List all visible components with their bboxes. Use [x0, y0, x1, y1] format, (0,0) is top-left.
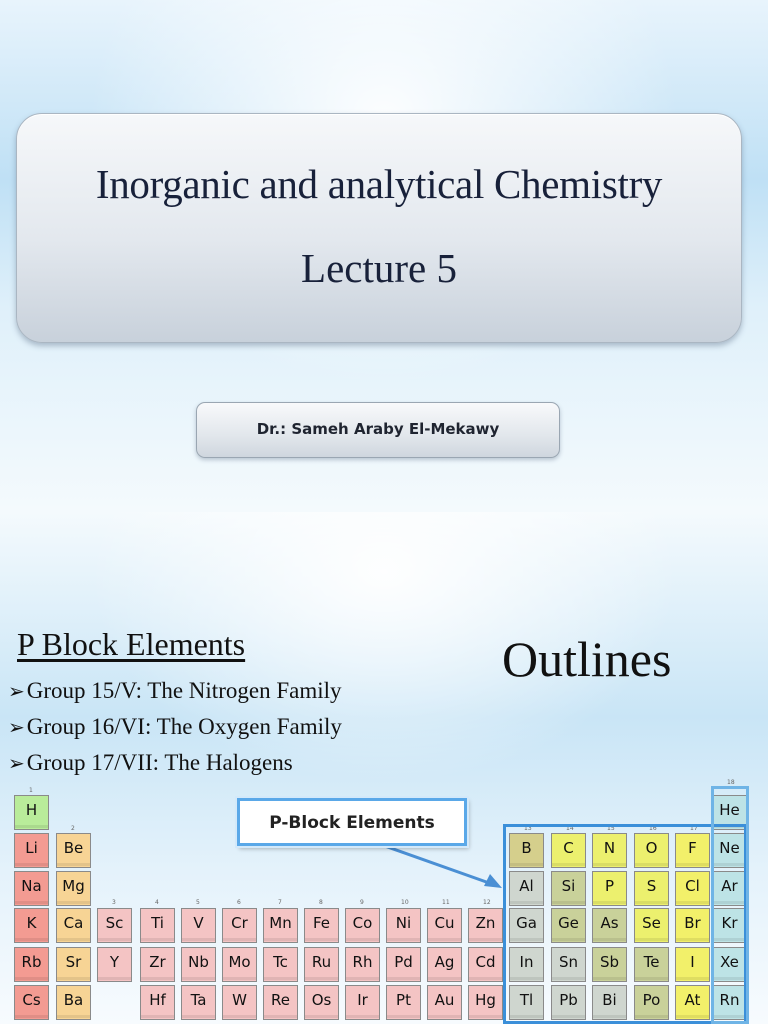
element-symbol: P	[604, 877, 615, 895]
element-symbol: Ge	[558, 914, 579, 932]
element-symbol: Bi	[602, 991, 617, 1009]
element-symbol: Rb	[21, 953, 42, 971]
element-cell	[263, 985, 298, 1020]
element-name-strip	[346, 1015, 379, 1018]
group-number: 6	[237, 899, 241, 906]
element-symbol: Ni	[395, 914, 412, 932]
element-symbol: W	[232, 991, 247, 1009]
element-symbol: V	[193, 914, 204, 932]
element-cell	[304, 908, 339, 943]
element-name-strip	[57, 1015, 90, 1018]
element-symbol: Al	[519, 877, 534, 895]
element-name-strip	[264, 938, 297, 941]
group-number: 10	[401, 899, 409, 906]
element-symbol: Cs	[22, 991, 41, 1009]
element-symbol: Tl	[519, 991, 534, 1009]
element-name-strip	[346, 938, 379, 941]
element-name-strip	[182, 938, 215, 941]
element-symbol: Ar	[721, 877, 738, 895]
element-symbol: Ga	[516, 914, 537, 932]
element-cell	[386, 908, 421, 943]
element-name-strip	[223, 977, 256, 980]
element-symbol: Na	[21, 877, 42, 895]
element-name-strip	[428, 1015, 461, 1018]
element-cell	[468, 985, 503, 1020]
element-name-strip	[305, 1015, 338, 1018]
group-number: 4	[155, 899, 159, 906]
element-cell	[56, 833, 91, 868]
element-name-strip	[223, 1015, 256, 1018]
element-symbol: C	[563, 839, 574, 857]
author-box	[196, 402, 560, 458]
element-name-strip	[182, 977, 215, 980]
list-item	[8, 712, 342, 748]
element-cell	[56, 985, 91, 1020]
element-cell	[345, 985, 380, 1020]
element-symbol: Cu	[434, 914, 455, 932]
element-cell	[140, 908, 175, 943]
element-name-strip	[387, 977, 420, 980]
element-symbol: Si	[561, 877, 576, 895]
element-name-strip	[428, 938, 461, 941]
author-name: Dr.: Sameh Araby El-Mekawy	[256, 420, 500, 438]
group-number: 2	[71, 825, 75, 832]
element-symbol: K	[26, 914, 37, 932]
element-symbol: Mn	[269, 914, 292, 932]
element-cell	[14, 908, 49, 943]
element-symbol: F	[688, 839, 697, 857]
element-name-strip	[387, 1015, 420, 1018]
group-number: 18	[727, 779, 735, 786]
element-name-strip	[469, 938, 502, 941]
element-cell	[386, 947, 421, 982]
element-name-strip	[57, 901, 90, 904]
element-name-strip	[57, 977, 90, 980]
element-cell	[181, 908, 216, 943]
element-cell	[140, 947, 175, 982]
element-symbol: Fe	[312, 914, 331, 932]
element-cell	[14, 795, 49, 830]
arrowhead-bullet-icon: ➢	[8, 753, 25, 775]
element-symbol: Pb	[559, 991, 578, 1009]
element-name-strip	[57, 938, 90, 941]
element-symbol: In	[519, 953, 534, 971]
element-cell	[56, 947, 91, 982]
bullet-text: Group 15/V: The Nitrogen Family	[26, 678, 342, 703]
element-symbol: He	[719, 801, 740, 819]
element-symbol: Ta	[190, 991, 207, 1009]
element-name-strip	[98, 977, 131, 980]
element-symbol: Mo	[228, 953, 251, 971]
element-name-strip	[98, 938, 131, 941]
element-name-strip	[15, 825, 48, 828]
group-number: 15	[607, 825, 615, 832]
element-cell	[181, 985, 216, 1020]
element-symbol: Pd	[394, 953, 413, 971]
element-name-strip	[182, 1015, 215, 1018]
element-symbol: Cr	[231, 914, 248, 932]
element-symbol: N	[603, 839, 616, 857]
element-cell	[222, 985, 257, 1020]
bullet-list	[8, 676, 342, 784]
element-name-strip	[15, 1015, 48, 1018]
element-cell	[304, 985, 339, 1020]
element-symbol: Be	[63, 839, 84, 857]
element-cell	[14, 833, 49, 868]
group-number: 3	[112, 899, 116, 906]
element-cell	[345, 947, 380, 982]
outlines-title: Outlines	[502, 631, 672, 687]
element-name-strip	[469, 1015, 502, 1018]
element-symbol: Os	[311, 991, 332, 1009]
element-symbol: Ba	[63, 991, 84, 1009]
element-cell	[222, 908, 257, 943]
element-symbol: Rn	[719, 991, 740, 1009]
element-name-strip	[15, 977, 48, 980]
group-number: 7	[278, 899, 282, 906]
element-symbol: S	[646, 877, 657, 895]
element-cell	[386, 985, 421, 1020]
group-number: 8	[319, 899, 323, 906]
noble-gas-highlight	[711, 786, 749, 1024]
element-symbol: Hg	[475, 991, 496, 1009]
element-symbol: Re	[271, 991, 290, 1009]
element-symbol: Hf	[149, 991, 166, 1009]
element-cell	[56, 871, 91, 906]
element-symbol: Ir	[357, 991, 368, 1009]
arrowhead-bullet-icon: ➢	[8, 717, 25, 739]
element-name-strip	[346, 977, 379, 980]
list-item	[8, 748, 342, 784]
lecture-number: Lecture 5	[301, 245, 457, 291]
element-symbol: B	[521, 839, 532, 857]
element-name-strip	[264, 977, 297, 980]
group-number: 1	[29, 787, 33, 794]
arrowhead-bullet-icon: ➢	[8, 681, 25, 703]
element-symbol: As	[600, 914, 619, 932]
element-cell	[97, 947, 132, 982]
course-title: Inorganic and analytical Chemistry	[95, 161, 663, 207]
element-cell	[222, 947, 257, 982]
element-name-strip	[469, 977, 502, 980]
element-name-strip	[223, 938, 256, 941]
element-name-strip	[141, 1015, 174, 1018]
element-symbol: Ti	[151, 914, 164, 932]
element-cell	[427, 947, 462, 982]
element-symbol: Se	[642, 914, 661, 932]
element-symbol: Y	[109, 953, 120, 971]
element-name-strip	[264, 1015, 297, 1018]
element-name-strip	[387, 938, 420, 941]
element-symbol: Kr	[721, 914, 738, 932]
bullet-text: Group 16/VI: The Oxygen Family	[26, 714, 342, 739]
element-name-strip	[305, 938, 338, 941]
element-symbol: Mg	[62, 877, 85, 895]
element-name-strip	[15, 863, 48, 866]
element-name-strip	[15, 938, 48, 941]
element-symbol: Sb	[599, 953, 620, 971]
element-symbol: Po	[642, 991, 661, 1009]
element-symbol: I	[690, 953, 695, 971]
element-symbol: Rh	[352, 953, 373, 971]
element-symbol: Cl	[685, 877, 700, 895]
element-cell	[468, 908, 503, 943]
p-block-label-text: P-Block Elements	[269, 813, 435, 833]
element-symbol: H	[25, 801, 38, 819]
element-symbol: Zr	[149, 953, 166, 971]
element-symbol: Xe	[720, 953, 739, 971]
element-cell	[14, 985, 49, 1020]
element-symbol: Br	[684, 914, 701, 932]
group-number: 5	[196, 899, 200, 906]
element-symbol: At	[684, 991, 701, 1009]
element-cell	[468, 947, 503, 982]
element-symbol: Au	[434, 991, 455, 1009]
element-symbol: Ru	[311, 953, 332, 971]
element-symbol: Nb	[188, 953, 209, 971]
element-symbol: Te	[643, 953, 660, 971]
element-symbol: Sn	[558, 953, 579, 971]
outline-slide	[0, 512, 768, 1024]
element-cell	[263, 947, 298, 982]
element-cell	[56, 908, 91, 943]
element-symbol: Sr	[65, 953, 82, 971]
element-cell	[97, 908, 132, 943]
element-symbol: O	[645, 839, 658, 857]
p-block-label	[237, 798, 467, 846]
element-name-strip	[141, 938, 174, 941]
element-symbol: Tc	[273, 953, 288, 971]
element-cell	[263, 908, 298, 943]
element-cell	[304, 947, 339, 982]
group-number: 17	[690, 825, 698, 832]
element-name-strip	[15, 901, 48, 904]
element-cell	[427, 908, 462, 943]
bullet-text: Group 17/VII: The Halogens	[26, 750, 293, 775]
title-box	[16, 113, 742, 343]
element-name-strip	[57, 863, 90, 866]
section-heading: P Block Elements	[17, 626, 246, 662]
element-cell	[14, 871, 49, 906]
element-symbol: Pt	[396, 991, 411, 1009]
element-name-strip	[141, 977, 174, 980]
group-number: 12	[483, 899, 491, 906]
group-number: 9	[360, 899, 364, 906]
element-cell	[181, 947, 216, 982]
group-number: 13	[524, 825, 532, 832]
element-symbol: Co	[352, 914, 373, 932]
element-cell	[345, 908, 380, 943]
group-number: 16	[649, 825, 657, 832]
group-number: 11	[442, 899, 450, 906]
element-symbol: Ca	[63, 914, 84, 932]
group-number: 14	[566, 825, 574, 832]
element-symbol: Ag	[434, 953, 455, 971]
element-name-strip	[428, 977, 461, 980]
element-symbol: Sc	[105, 914, 124, 932]
element-symbol: Li	[25, 839, 38, 857]
element-symbol: Ne	[719, 839, 740, 857]
element-name-strip	[305, 977, 338, 980]
element-cell	[14, 947, 49, 982]
list-item	[8, 676, 342, 712]
element-cell	[427, 985, 462, 1020]
element-cell	[140, 985, 175, 1020]
element-symbol: Zn	[475, 914, 496, 932]
element-symbol: Cd	[475, 953, 496, 971]
